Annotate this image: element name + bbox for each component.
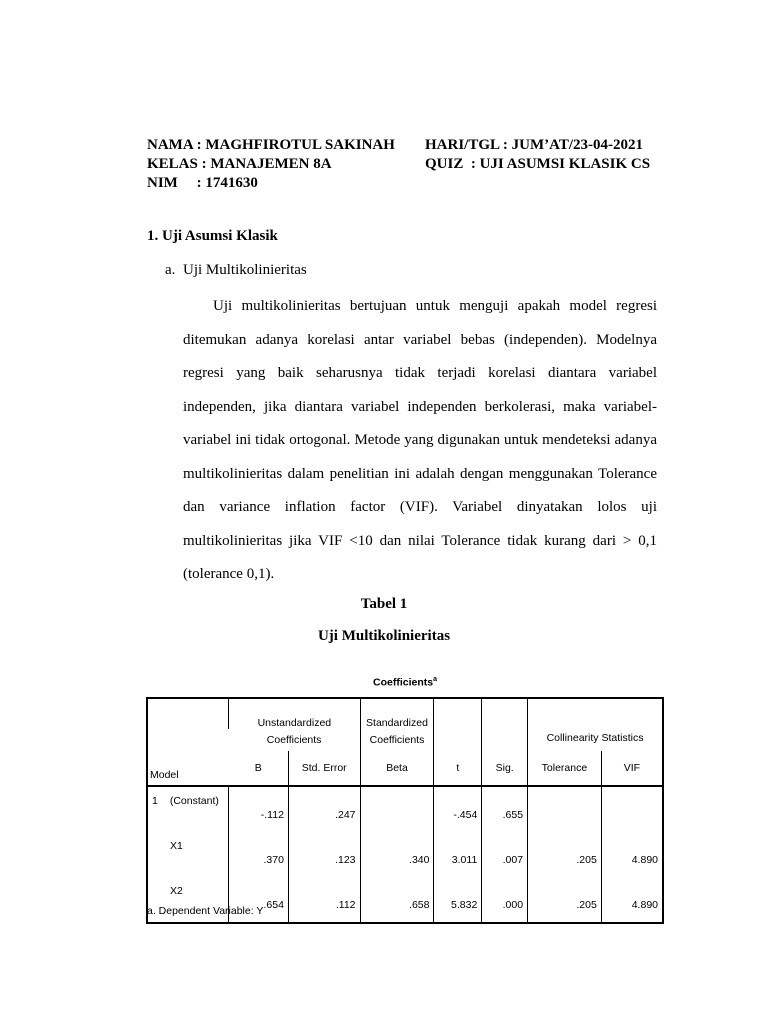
header-row-class	[147, 155, 650, 174]
cell-vif: 4.890	[601, 832, 663, 877]
row-name: X1	[170, 840, 183, 852]
col-model: Model	[150, 769, 179, 781]
row-name: (Constant)	[169, 795, 219, 807]
subsection-title: Uji Multikolinieritas	[183, 262, 307, 278]
table-row	[147, 832, 663, 877]
col-t: t	[434, 751, 482, 786]
cell-b: -.112	[229, 786, 289, 832]
student-class: KELAS : MANAJEMEN 8A	[147, 156, 332, 172]
cell-t: 5.832	[434, 877, 482, 923]
col-tolerance: Tolerance	[528, 751, 602, 786]
cell-t: -.454	[434, 786, 482, 832]
col-b: B	[254, 762, 262, 774]
quiz-label: QUIZ : UJI ASUMSI KLASIK CS	[425, 156, 651, 172]
coefficients-title-text: Coefficients	[373, 676, 434, 689]
group-std-line2: Coefficients	[360, 729, 434, 751]
cell-sig: .000	[482, 877, 528, 923]
section-title: 1. Uji Asumsi Klasik	[147, 228, 278, 244]
header-row-1	[147, 698, 663, 729]
cell-sig: .655	[482, 786, 528, 832]
cell-se: .247	[288, 786, 360, 832]
coefficients-title-sup: a	[433, 676, 437, 683]
col-vif: VIF	[601, 751, 663, 786]
row-label	[147, 786, 229, 832]
cell-beta: .340	[360, 832, 434, 877]
body-paragraph: Uji multikolinieritas bertujuan untuk menguji apakah model regresi ditemukan adanya korelasi antar variabel bebas (independen). Modelnya regresi yang baik seharusnya tidak terjadi korelasi diantara variabel independen, jika diantara variabel independen berkolerasi, maka variabel-variabel ini tidak ortogonal. Metode yang digunakan untuk mendeteksi adanya multikolinieritas dalam penelitian ini adalah dengan menggunakan Tolerance dan variance inflation factor (VIF). Variabel dinyatakan lolos uji multikolinieritas jika VIF <10 dan nilai Tolerance tidak kurang dari > 0,1 (tolerance 0,1).	[183, 298, 657, 582]
cell-b: .370	[229, 832, 289, 877]
cell-tolerance: .205	[528, 877, 602, 923]
cell-tolerance	[528, 786, 602, 832]
cell-beta: .658	[360, 877, 434, 923]
group-unstd-line2: Coefficients	[266, 734, 322, 747]
col-beta: Beta	[360, 751, 434, 786]
cell-se: .112	[288, 877, 360, 923]
row-label	[147, 832, 229, 877]
cell-t: 3.011	[434, 832, 482, 877]
table-row	[147, 786, 663, 832]
header-t-spacer	[434, 698, 482, 751]
table-footnote: a. Dependent Variable: Y	[147, 905, 264, 917]
row-name: X2	[170, 885, 183, 897]
student-header	[147, 136, 650, 193]
col-sig: Sig.	[482, 751, 528, 786]
student-nim: NIM : 1741630	[147, 175, 258, 191]
coefficients-table	[146, 697, 664, 924]
cell-beta	[360, 786, 434, 832]
col-std-error: Std. Error	[288, 751, 360, 786]
cell-vif	[601, 786, 663, 832]
table-caption-number: Tabel 1	[360, 596, 408, 612]
coefficients-title	[147, 676, 663, 689]
subsection-marker: a.	[165, 262, 176, 278]
cell-se: .123	[288, 832, 360, 877]
cell-tolerance: .205	[528, 832, 602, 877]
group-unstd-line1: Unstandardized	[229, 698, 360, 729]
header-row-nim	[147, 174, 650, 193]
group-std-line1: Standardized	[360, 698, 434, 729]
date-label: HARI/TGL : JUM’AT/23-04-2021	[425, 137, 644, 153]
header-sig-spacer	[482, 698, 528, 751]
subsection-heading	[165, 262, 307, 279]
cell-b: .654	[229, 877, 289, 923]
student-name: NAMA : MAGHFIROTUL SAKINAH	[147, 137, 395, 153]
cell-sig: .007	[482, 832, 528, 877]
header-row-name	[147, 136, 650, 155]
group-collin: Collinearity Statistics	[528, 698, 663, 751]
cell-vif: 4.890	[601, 877, 663, 923]
model-number: 1	[152, 795, 158, 807]
table-caption-title: Uji Multikolinieritas	[317, 628, 451, 644]
